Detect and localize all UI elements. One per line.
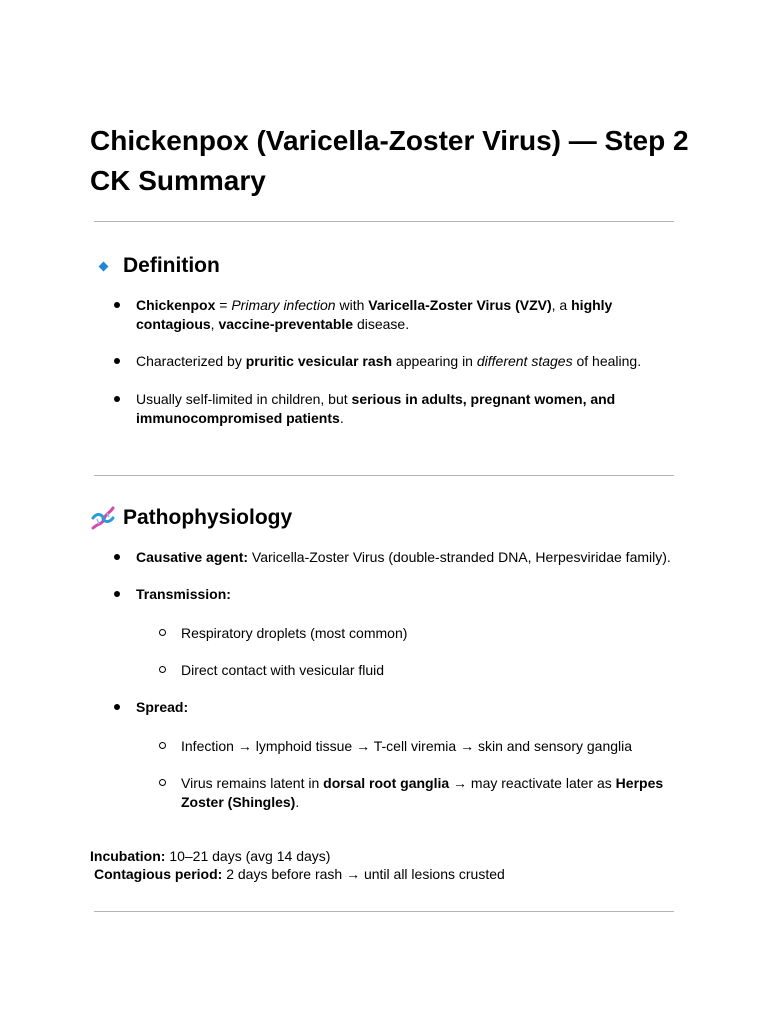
sub-list-item: Respiratory droplets (most common) xyxy=(181,624,676,643)
dna-icon xyxy=(90,505,116,531)
contagious-period-line: Contagious period: 2 days before rash → until all lesions crusted xyxy=(94,866,505,882)
sub-list-item: Virus remains latent in dorsal root ganglia → may reactivate later as Herpes Zoster (Shingles). xyxy=(181,774,671,812)
list-item-definition-3: Usually self-limited in children, but serious in adults, pregnant women, and immunocompromised patients. xyxy=(136,390,656,428)
page-title: Chickenpox (Varicella-Zoster Virus) — Step 2 CK Summary xyxy=(90,125,689,196)
list-item-causative-agent: Causative agent: Varicella-Zoster Virus (double-stranded DNA, Herpesviridae family). xyxy=(136,548,676,567)
list-item-definition-2: Characterized by pruritic vesicular rash appearing in different stages of healing. xyxy=(136,352,676,371)
heading-text: Definition xyxy=(123,254,220,277)
divider xyxy=(94,911,674,912)
divider xyxy=(94,475,674,476)
blue-diamond-icon xyxy=(99,261,109,271)
incubation-line: Incubation: 10–21 days (avg 14 days) xyxy=(90,848,331,864)
heading-text: Pathophysiology xyxy=(123,506,293,529)
sub-list-item: Direct contact with vesicular fluid xyxy=(181,661,676,680)
list-item-definition-1: Chickenpox = Primary infection with Varicella-Zoster Virus (VZV), a highly contagious, vaccine-preventable disease. xyxy=(136,296,676,334)
sub-list-item: Infection → lymphoid tissue → T-cell viremia → skin and sensory ganglia xyxy=(181,737,676,756)
list-item-spread: Spread: xyxy=(136,698,676,717)
divider xyxy=(94,221,674,222)
section-heading-definition xyxy=(90,252,220,280)
section-heading-pathophysiology xyxy=(90,504,292,532)
list-item-transmission: Transmission: xyxy=(136,585,676,604)
